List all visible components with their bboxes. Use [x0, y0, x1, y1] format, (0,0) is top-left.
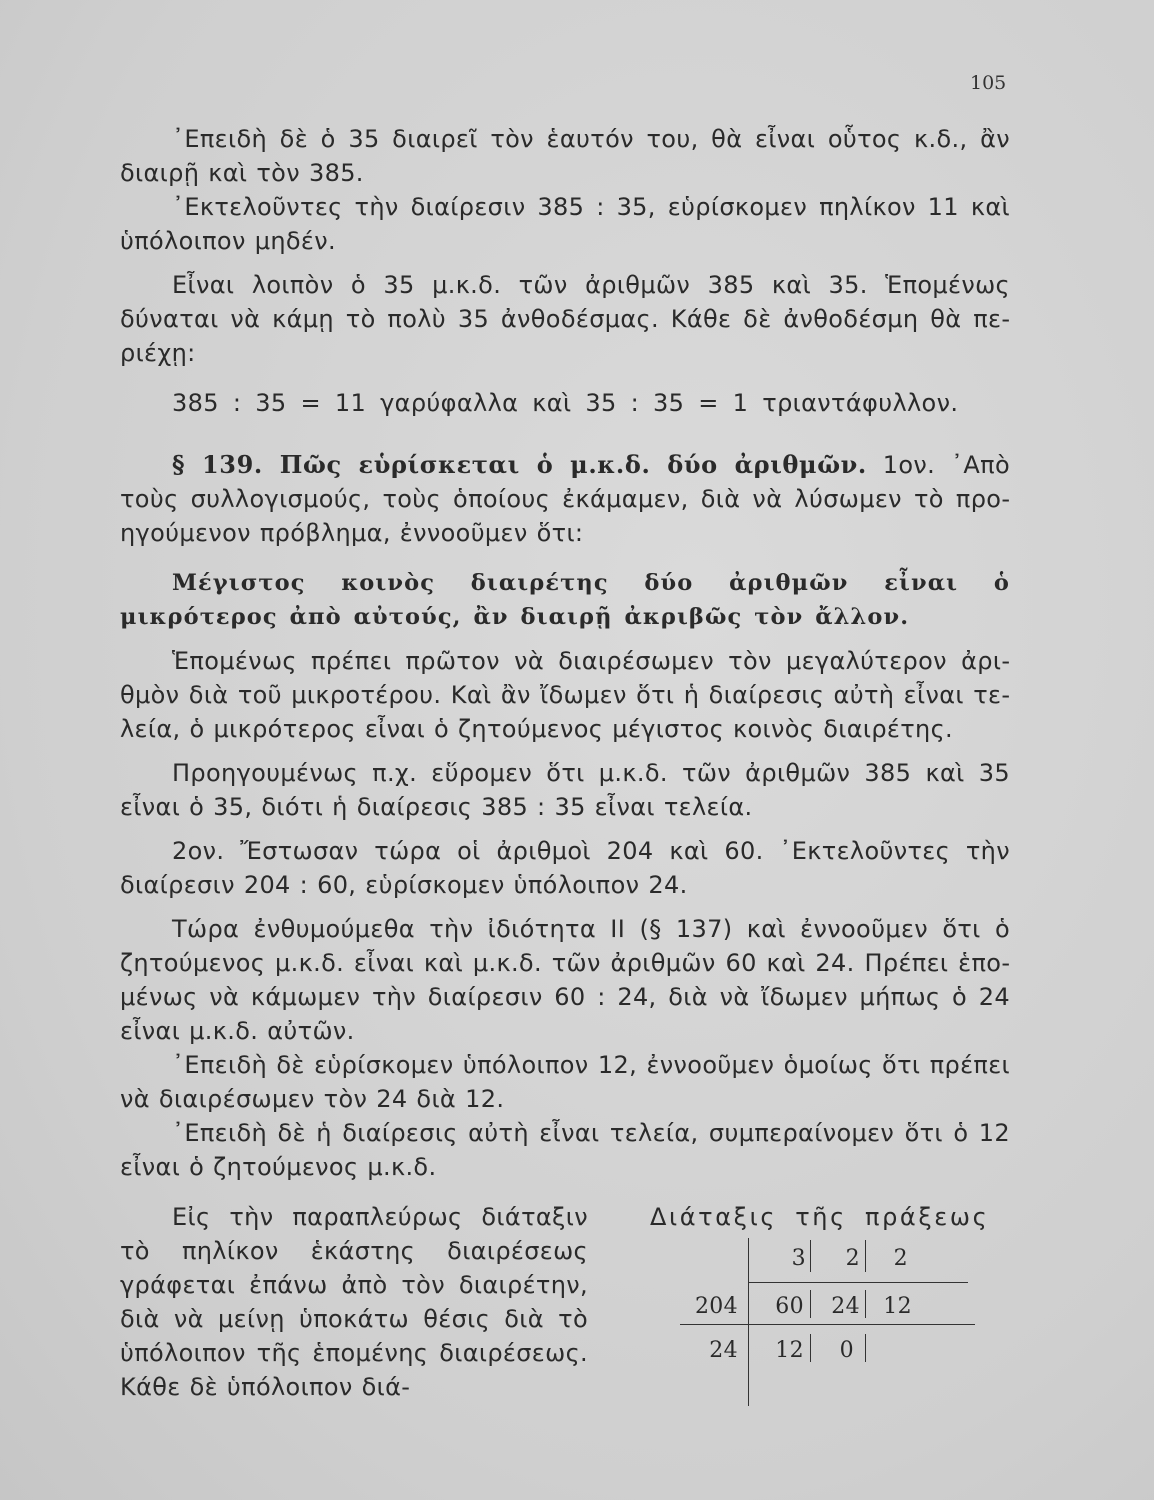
highlighted-rule: Μέγιστος κοινὸς διαιρέτης δύο ἀριθμῶν εἶναι ὁ μικρότερος ἀπὸ αὐτούς, ἂν διαιρῇ ἀκριβῶς τὸν ἄλλον. [120, 570, 1010, 630]
paragraph: ᾿Επειδὴ δὲ ἡ διαίρεσις αὐτὴ εἶναι τελεία, συμπεραίνομεν ὅτι ὁ 12 εἶναι ὁ ζητούμενος μ.κ.δ. [120, 1119, 1010, 1181]
table-col-rule [865, 1334, 866, 1362]
paragraph: Ἑπομένως πρέπει πρῶτον νὰ διαιρέσωμεν τὸν μεγαλύτερον ἀριθμὸν διὰ τοῦ μικροτέρου. Καὶ ἂν ἴδωμεν ὅτι ἡ διαίρεσις αὐτὴ εἶναι τελεία, ὁ μικρότερος εἶναι ὁ ζητούμενος μέγιστος κοινὸς διαιρέτης. [120, 647, 1010, 743]
page-number: 105 [970, 72, 1007, 94]
section-paragraph [120, 448, 1010, 550]
section-heading: § 139. Πῶς εὑρίσκεται ὁ μ.κ.δ. δύο ἀριθμῶν. [172, 450, 867, 479]
split-section [120, 1200, 1010, 1432]
table-left-rule [748, 1238, 749, 1406]
quotient-cell: 2 [845, 1246, 860, 1271]
table-top-rule [748, 1282, 968, 1283]
remainder-cell: 0 [839, 1338, 854, 1363]
section-intro: ᾿Απὸ τοὺς συλλογισμούς, τοὺς ὁποίους ἐκάμαμεν, διὰ νὰ λύσωμεν τὸ προηγούμενον πρόβλημα, ἐννοοῦμεν ὅτι: [120, 451, 1010, 547]
remainder-cell: 24 [709, 1338, 738, 1363]
quotient-cell: 3 [791, 1246, 806, 1271]
remainder-cell: 12 [775, 1338, 804, 1363]
quotient-cell: 2 [893, 1246, 908, 1271]
table-col-rule [865, 1290, 866, 1318]
formula: 385 : 35 = 11 γαρύφαλλα καὶ 35 : 35 = 1 τριαντάφυλλον. [172, 389, 959, 417]
table-col-rule [810, 1290, 811, 1318]
paragraph: Τώρα ἐνθυμούμεθα τὴν ἰδιότητα ΙΙ (§ 137) καὶ ἐννοοῦμεν ὅτι ὁ ζητούμενος μ.κ.δ. εἶναι καὶ μ.κ.δ. τῶν ἀριθμῶν 60 καὶ 24. Πρέπει ἑπομένως νὰ κάμωμεν τὴν διαίρεσιν 60 : 24, διὰ νὰ ἴδωμεν μήπως ὁ 24 εἶναι μ.κ.δ. αὐτῶν. [120, 915, 1010, 1045]
division-table [680, 1238, 970, 1418]
division-table-title: Διάταξις τῆς πράξεως [650, 1203, 990, 1231]
divisor-cell: 12 [883, 1294, 912, 1319]
paragraph: ᾿Εκτελοῦντες τὴν διαίρεσιν 385 : 35, εὑρίσκομεν πηλίκον 11 καὶ ὑπόλοιπον μηδέν. [120, 193, 1010, 255]
division-layout [650, 1200, 1010, 1363]
side-paragraph: Εἰς τὴν παραπλεύρως διάταξιν τὸ πηλίκον ἑκάστης διαιρέσεως γράφεται ἐπάνω ἀπὸ τὸν διαιρέτην, διὰ νὰ μείνῃ ὑποκάτω θέσις διὰ τὸ ὑπόλοιπον τῆς ἑπομένης διαιρέσεως. Κάθε δὲ ὑπόλοιπον διά- [120, 1203, 588, 1401]
paragraph: ᾿Επειδὴ δὲ ὁ 35 διαιρεῖ τὸν ἑαυτόν του, θὰ εἶναι οὗτος κ.δ., ἂν διαιρῇ καὶ τὸν 385. [120, 125, 1010, 187]
table-mid-rule [680, 1324, 975, 1325]
paragraph: Εἶναι λοιπὸν ὁ 35 μ.κ.δ. τῶν ἀριθμῶν 385 καὶ 35. Ἑπομένως δύναται νὰ κάμῃ τὸ πολὺ 35 ἀνθοδέσμας. Κάθε δὲ ἀνθοδέσμη θὰ περιέχῃ: [120, 271, 1010, 367]
paragraph: 2ον. Ἔστωσαν τώρα οἱ ἀριθμοὶ 204 καὶ 60. ᾿Εκτελοῦντες τὴν διαίρεσιν 204 : 60, εὑρίσκομεν ὑπόλοιπον 24. [120, 837, 1010, 899]
dividend-cell: 204 [694, 1294, 738, 1319]
divisor-cell: 60 [775, 1294, 804, 1319]
section-subheading: 1ον. [882, 451, 936, 479]
divisor-cell: 24 [831, 1294, 860, 1319]
paragraph: ᾿Επειδὴ δὲ εὑρίσκομεν ὑπόλοιπον 12, ἐννοοῦμεν ὁμοίως ὅτι πρέπει νὰ διαιρέσωμεν τὸν 24 διὰ 12. [120, 1051, 1010, 1113]
body-text [120, 122, 1010, 1432]
side-text-column [120, 1200, 588, 1404]
table-col-rule [810, 1240, 811, 1272]
paragraph: Προηγουμένως π.χ. εὕρομεν ὅτι μ.κ.δ. τῶν ἀριθμῶν 385 καὶ 35 εἶναι ὁ 35, διότι ἡ διαίρεσις 385 : 35 εἶναι τελεία. [120, 759, 1010, 821]
